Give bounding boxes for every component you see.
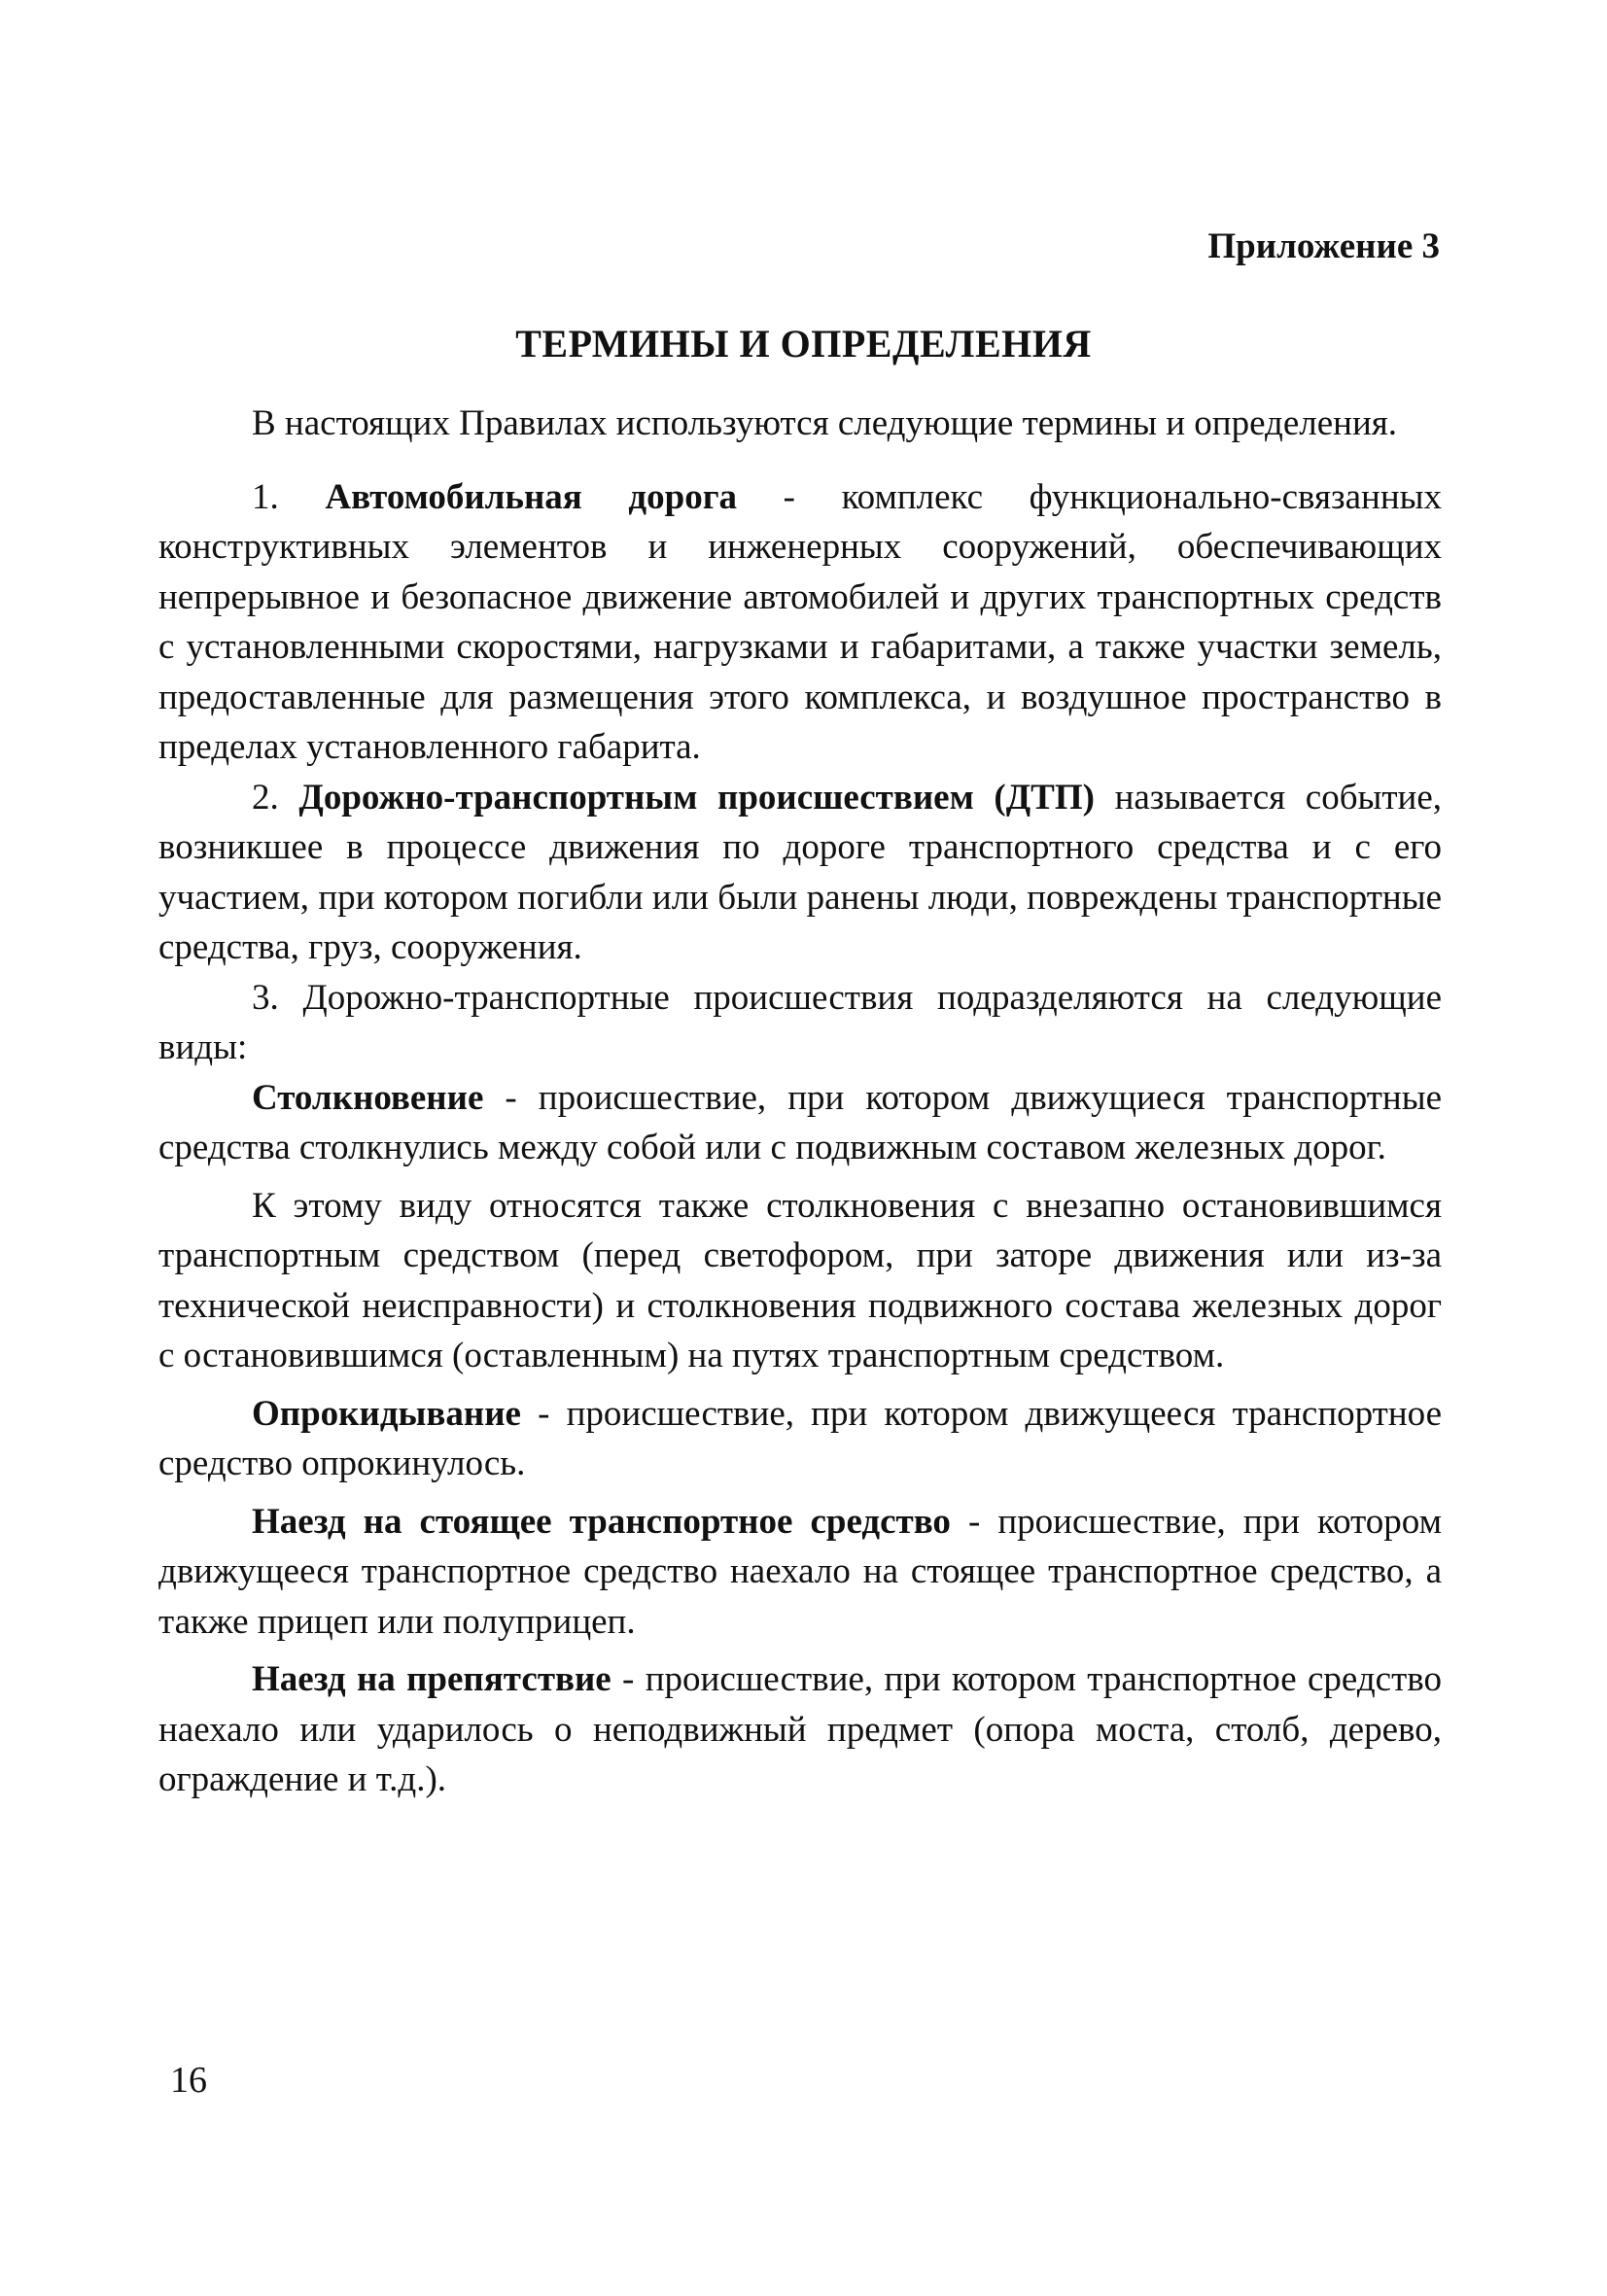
document-body [158,399,1442,1805]
type-collision-term: Столкновение [252,1077,484,1118]
definition-1-text: - комплекс функционально-связанных конструктивных элементов и инженерных сооружений, обеспечивающих непрерывное и безопасное движение автомобилей и других транспортных средств с установленными скоростями, нагрузками и габаритами, а также участки земель, предоставленные для размещения этого комплекса, и воздушное пространство в пределах установленного габарита. [158,476,1443,767]
type-collision-text: - происшествие, при котором движущиеся транспортные средства столкнулись между собой или с подвижным составом железных дорог. [158,1077,1442,1167]
page-number: 16 [170,2060,207,2101]
definition-3: 3. Дорожно-транспортные происшествия подразделяются на следующие виды: [158,977,1442,1067]
intro-paragraph: В настоящих Правилах используются следующие термины и определения. [252,403,1398,443]
type-obstacle-text: - происшествие, при котором транспортное средство наехало или ударилось о неподвижный предмет (опора моста, столб, дерево, ограждение и т.д.). [158,1659,1442,1799]
collision-note: К этому виду относятся также столкновения с внезапно остановившимся транспортным средством (перед светофором, при заторе движения или из-за технической неисправности) и столкновения подвижного состава железных дорог с остановившимся (оставленным) на путях транспортным средством. [158,1185,1442,1375]
type-obstacle [158,1654,1442,1805]
type-overturn [158,1389,1442,1489]
appendix-label: Приложение 3 [1207,226,1440,266]
page-title: ТЕРМИНЫ И ОПРЕДЕЛЕНИЯ [515,322,1092,365]
type-standing-vehicle-text: - происшествие, при котором движущееся транспортное средство наехало на стоящее транспортное средство, а также прицеп или полуприцеп. [158,1501,1442,1642]
definition-2 [158,773,1442,973]
type-obstacle-term: Наезд на препятствие [252,1659,611,1699]
type-collision [158,1073,1442,1173]
definition-1-number: 1. [252,476,326,517]
type-overturn-text: - происшествие, при котором движущееся транспортное средство опрокинулось. [158,1393,1442,1483]
definition-1 [158,472,1442,773]
type-standing-vehicle-term: Наезд на стоящее транспортное средство [252,1501,951,1542]
definition-1-term: Автомобильная дорога [325,476,738,517]
type-overturn-term: Опрокидывание [252,1393,521,1434]
definition-2-term: Дорожно-транспортным происшествием (ДТП) [298,777,1095,818]
type-standing-vehicle [158,1497,1442,1648]
definition-2-number: 2. [252,777,299,818]
definition-2-text: называется событие, возникшее в процессе движения по дороге транспортного средства и с его участием, при котором погибли или были ранены люди, повреждены транспортные средства, груз, сооружения. [158,777,1443,967]
